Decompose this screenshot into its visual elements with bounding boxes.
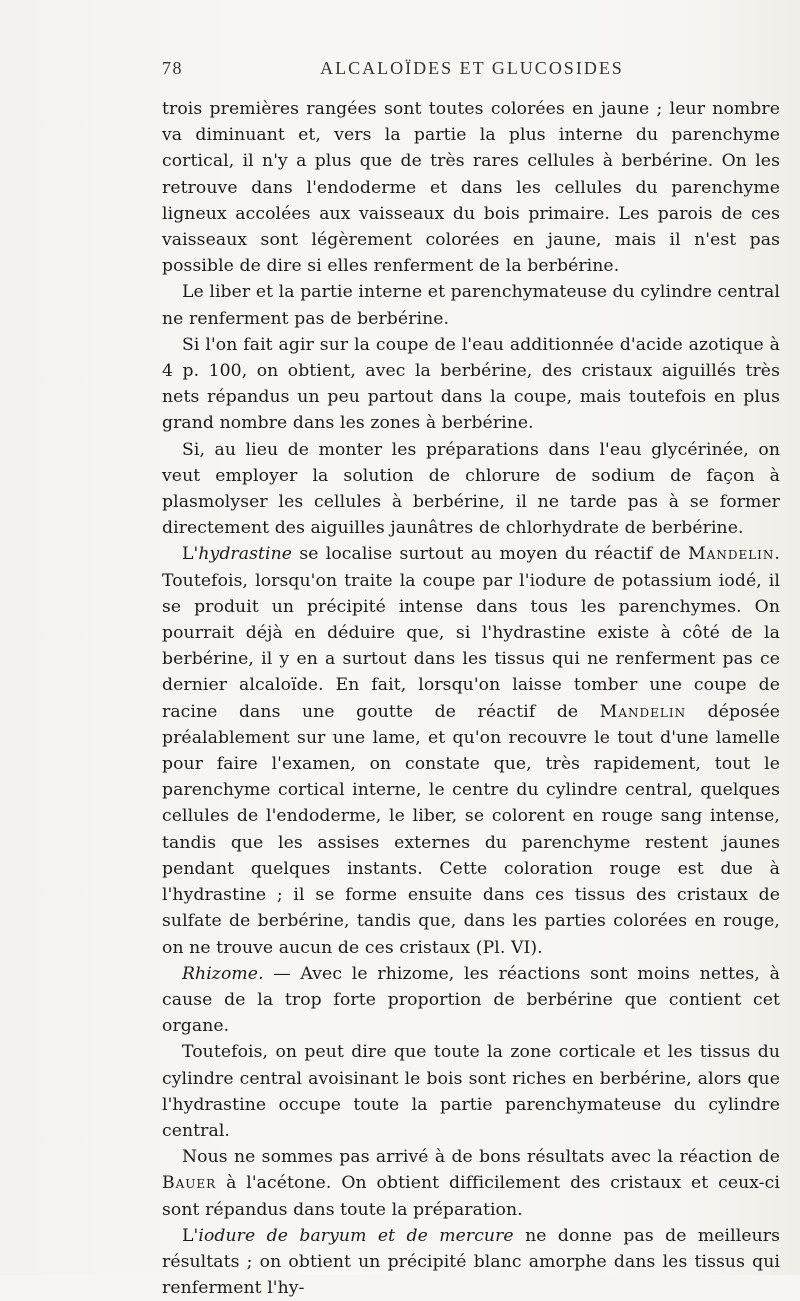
article: L' <box>182 544 199 565</box>
paragraph-2: Le liber et la partie interne et parenchymateuse du cylindre central ne renferment pas de berbérine. <box>162 282 780 329</box>
paragraph-1: trois premières rangées sont toutes colorées en jaune ; leur nombre va diminuant et, vers la partie la plus interne du parenchyme cortical, il n'y a plus que de très rares cellules à berbérine. On les retrouve dans l'endoderme et dans les cellules du parenchyme ligneux accolées aux vaisseaux du bois primaire. Les parois de ces vaisseaux sont légèrement colorées en jaune, mais il n'est pas possible de dire si elles renferment de la berbérine. <box>162 99 780 277</box>
running-title: ALCALOÏDES ET GLUCOSIDES <box>320 58 624 78</box>
text-run: — Avec le rhizome, les réactions sont moins nettes, à cause de la trop forte proportion de berbérine que contient cet organe. <box>162 963 780 1037</box>
author-mandelin: Mandelin <box>599 701 687 722</box>
text-run: à l'acétone. On obtient difficilement des cristaux et ceux-ci sont répandus dans toute la préparation. <box>162 1173 780 1220</box>
text-run: se localise surtout au moyen du réactif de <box>292 544 689 565</box>
paragraph-6 <box>162 961 780 1040</box>
text-run: déposée préalablement sur une lame, et qu'on recouvre le tout d'une lamelle pour faire l'examen, on constate que, très rapidement, tout le parenchyme cortical interne, le centre du cylindre central, quelques cellules de l'endoderme, le liber, se colorent en rouge sang intense, tandis que les assises externes du parenchyme restent jaunes pendant quelques instants. Cette coloration rouge est due à l'hydrastine ; il se forme ensuite dans ces tissus des cristaux de sulfate de berbérine, tandis que, dans les parties colorées en rouge, on ne trouve aucun de ces cristaux (Pl. VI). <box>162 701 781 958</box>
author-bauer: Bauer <box>162 1173 217 1194</box>
article: L' <box>182 1225 199 1246</box>
text-run: ne donne pas de meilleurs résultats ; on obtient un précipité blanc amorphe dans les tissus qui renferment l'hy- <box>162 1225 780 1299</box>
paragraph-7: Toutefois, on peut dire que toute la zone corticale et les tissus du cylindre central avoisinant le bois sont riches en berbérine, alors que l'hydrastine occupe toute la partie parenchymateuse du cylindre central. <box>162 1042 780 1141</box>
term-iodure: iodure de baryum et de mercure <box>198 1225 514 1246</box>
page-number: 78 <box>162 58 183 78</box>
text-run: Nous ne sommes pas arrivé à de bons résultats avec la réaction de <box>182 1147 780 1168</box>
author-mandelin: Mandelin <box>688 544 775 565</box>
page-header <box>162 58 782 84</box>
paragraph-3: Si l'on fait agir sur la coupe de l'eau additionnée d'acide azotique à 4 p. 100, on obtient, avec la berbérine, des cristaux aiguillés très nets répandus un peu partout dans la coupe, mais toutefois en plus grand nombre dans les zones à berbérine. <box>162 334 780 434</box>
paragraph-9 <box>162 1223 780 1301</box>
paragraph-5 <box>162 541 780 960</box>
body-text <box>162 96 780 1301</box>
term-rhizome: Rhizome. <box>182 963 264 984</box>
text-run: . Toutefois, lorsqu'on traite la coupe par l'iodure de potassium iodé, il se produit un précipité intense dans tous les parenchymes. On pourrait déjà en déduire que, si l'hydrastine existe à côté de la berbérine, il y en a surtout dans les tissus qui ne renferment pas ce dernier alcaloïde. En fait, lorsqu'on laisse tomber une coupe de racine dans une goutte de réactif de <box>162 544 780 722</box>
paragraph-8 <box>162 1144 780 1223</box>
term-hydrastine: hydrastine <box>198 544 293 565</box>
paragraph-4: Si, au lieu de monter les préparations dans l'eau glycérinée, on veut employer la solution de chlorure de sodium de façon à plasmolyser les cellules à berbérine, il ne tarde pas à se former directement des aiguilles jaunâtres de chlorhydrate de berbérine. <box>162 439 780 539</box>
